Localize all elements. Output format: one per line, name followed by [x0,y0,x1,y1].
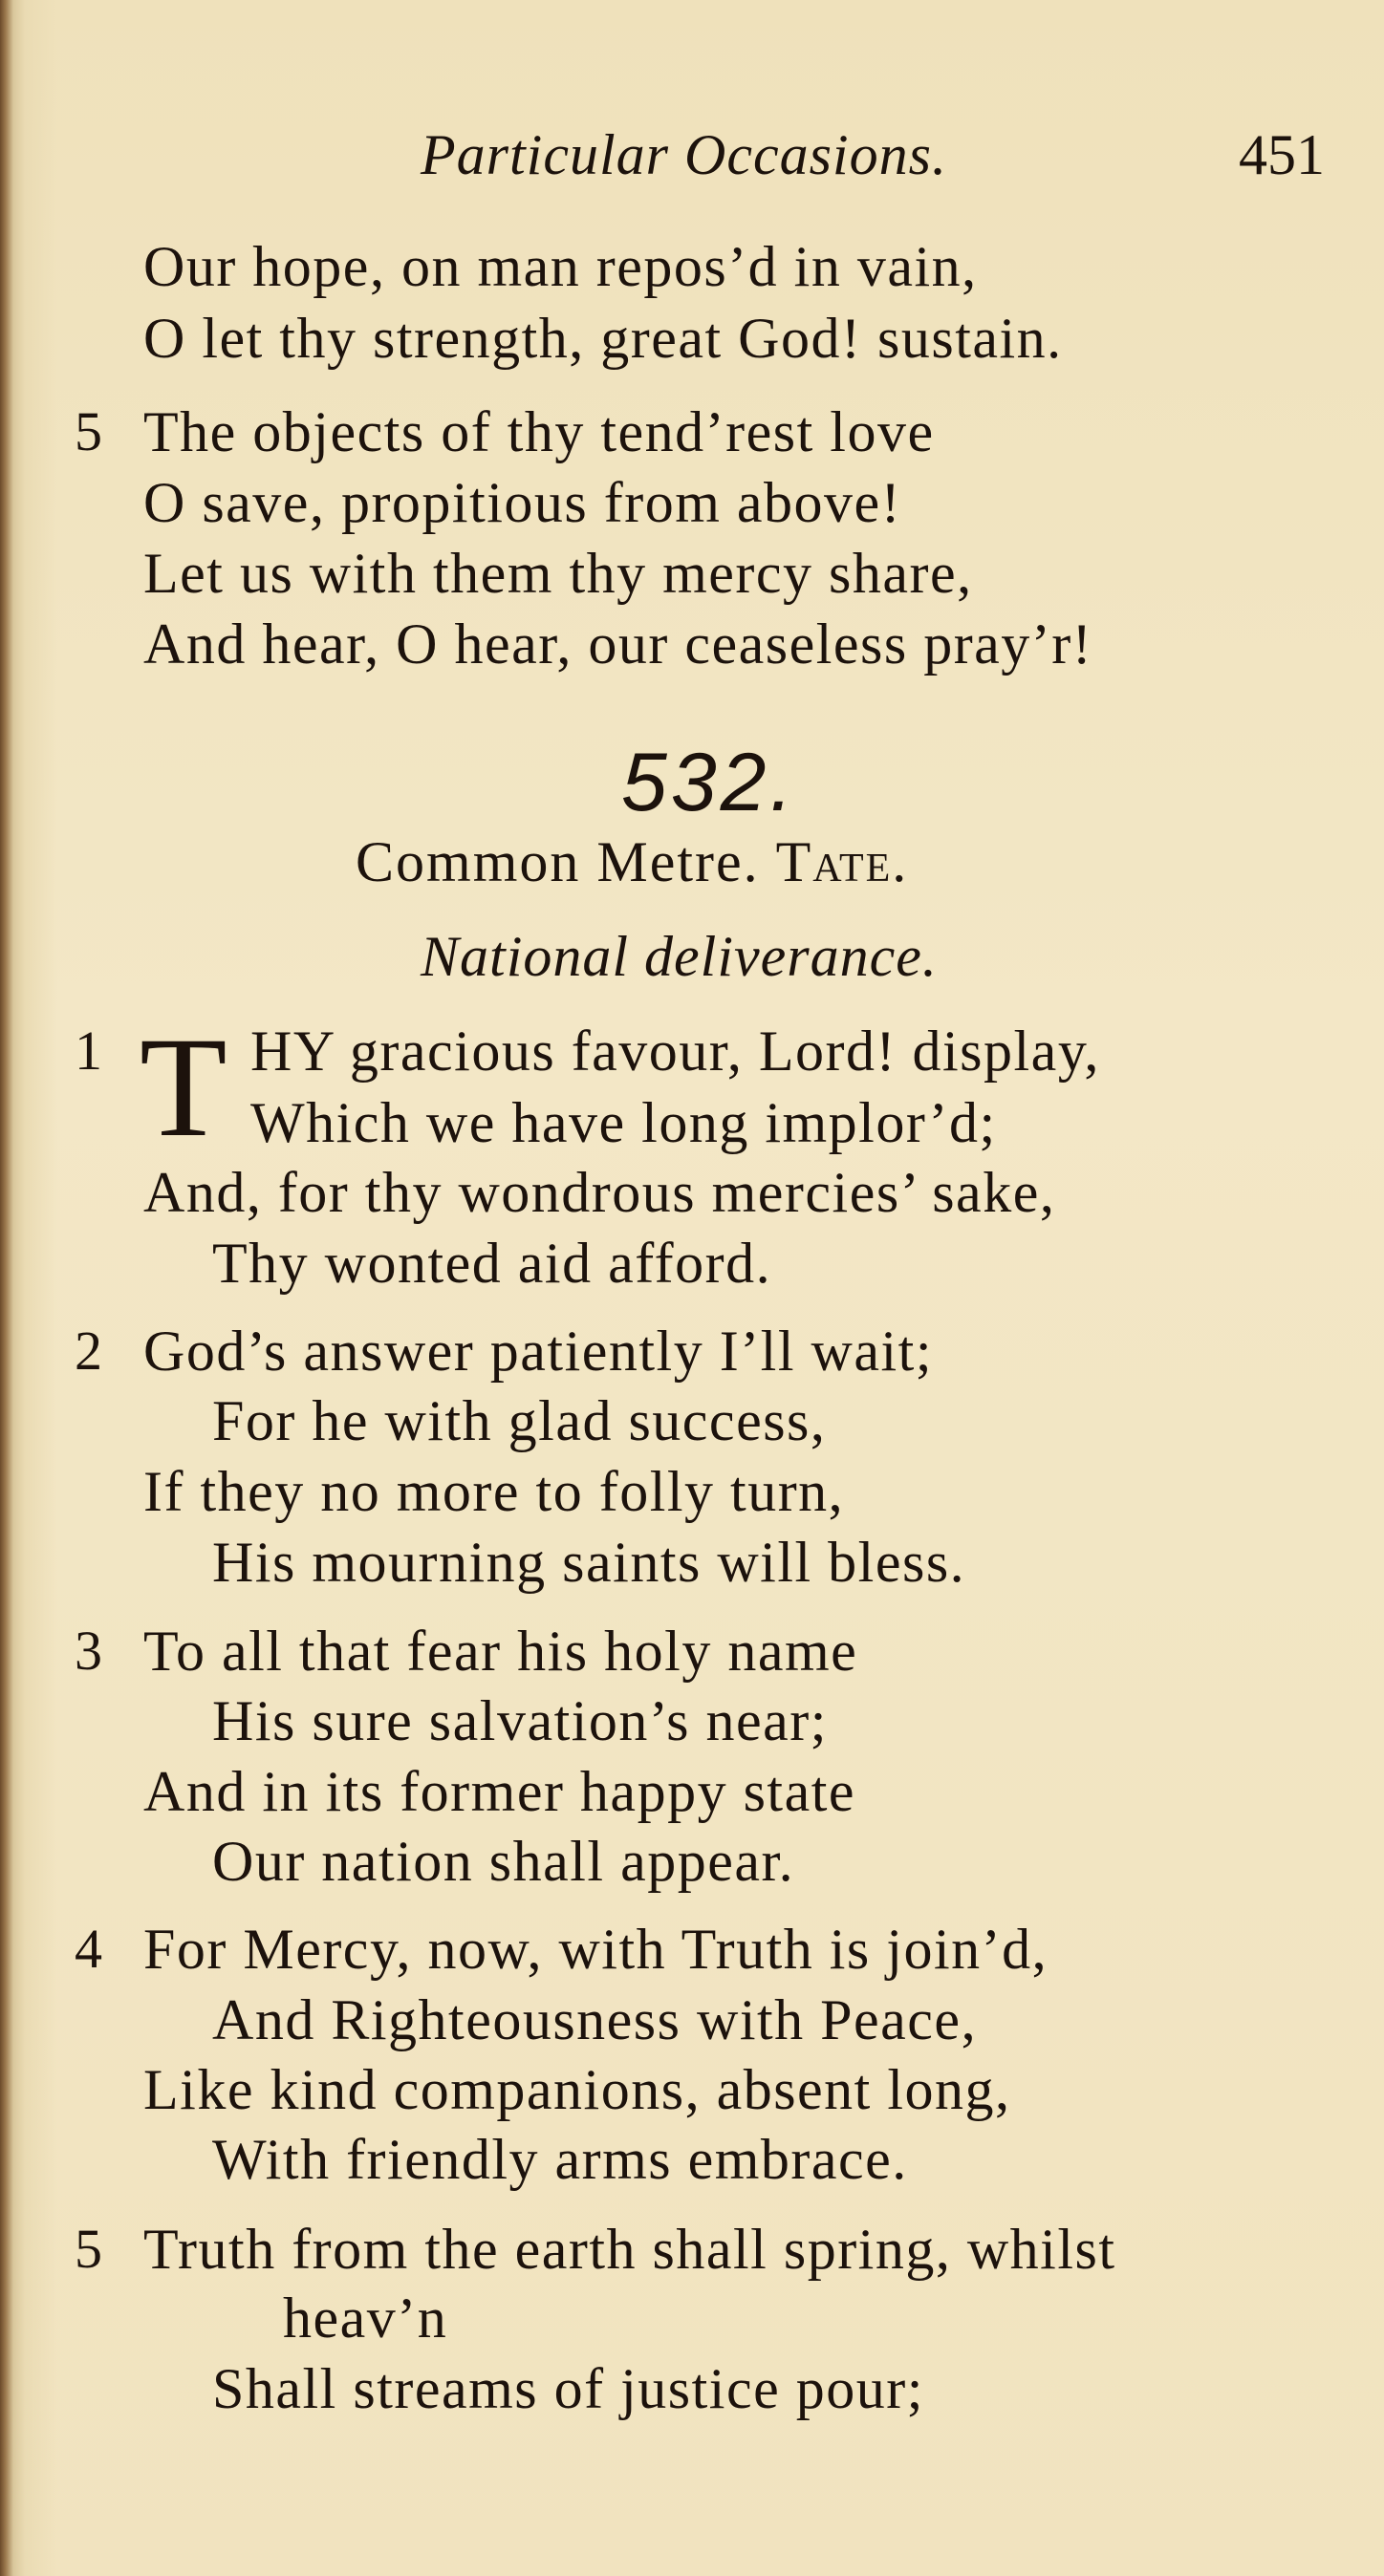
page-header [0,122,1384,199]
verse-number: 3 [75,1620,102,1682]
hymn-subject: National deliverance. [421,925,938,988]
verse-line: Let us with them thy mercy share, [143,542,973,605]
hymn-number: 532. [621,737,797,828]
verse-number: 1 [75,1020,102,1082]
verse-line: The objects of thy tend’rest love [143,400,935,463]
verse-line: For Mercy, now, with Truth is join’d, [143,1918,1049,1981]
verse-line: And, for thy wondrous mercies’ sake, [143,1161,1056,1224]
drop-cap: T [140,1008,227,1167]
hymn-meter [356,829,908,895]
verse-number: 2 [75,1320,102,1382]
verse-line: And hear, O hear, our ceaseless pray’r! [143,612,1093,676]
verse-number: 5 [75,400,102,462]
verse-line: HY gracious favour, Lord! display, [250,1020,1100,1083]
verse-line: And in its former happy state [143,1760,856,1823]
verse-line: To all that fear his holy name [143,1620,858,1683]
verse-line: And Righteousness with Peace, [212,1988,978,2051]
verse-line: God’s answer patiently I’ll wait; [143,1320,933,1383]
verse-number: 5 [75,2218,102,2280]
verse-line: His mourning saints will bless. [212,1531,966,1594]
verse-line: His sure salvation’s near; [212,1689,828,1752]
running-head: Particular Occasions. [421,123,947,186]
verse-line: For he with glad success, [212,1389,827,1452]
verse-line: O let thy strength, great God! sustain. [143,307,1063,370]
verse-line: heav’n [283,2286,448,2350]
verse-line: Like kind companions, absent long, [143,2058,1011,2121]
page-number: 451 [1239,123,1325,186]
meter-name: Common Metre. [356,830,760,893]
verse-line: Shall streams of justice pour; [212,2357,924,2420]
verse-line: O save, propitious from above! [143,471,902,534]
verse-line: Truth from the earth shall spring, whilst [143,2218,1116,2281]
verse-line: Our nation shall appear. [212,1830,795,1893]
hymn-author: Tate. [775,830,909,893]
verse-line: Which we have long implor’d; [250,1091,997,1154]
verse-line: Our hope, on man repos’d in vain, [143,235,978,298]
verse-line: If they no more to folly turn, [143,1460,845,1523]
verse-number: 4 [75,1918,102,1980]
verse-line: Thy wonted aid afford. [212,1232,772,1295]
verse-line: With friendly arms embrace. [212,2128,908,2191]
